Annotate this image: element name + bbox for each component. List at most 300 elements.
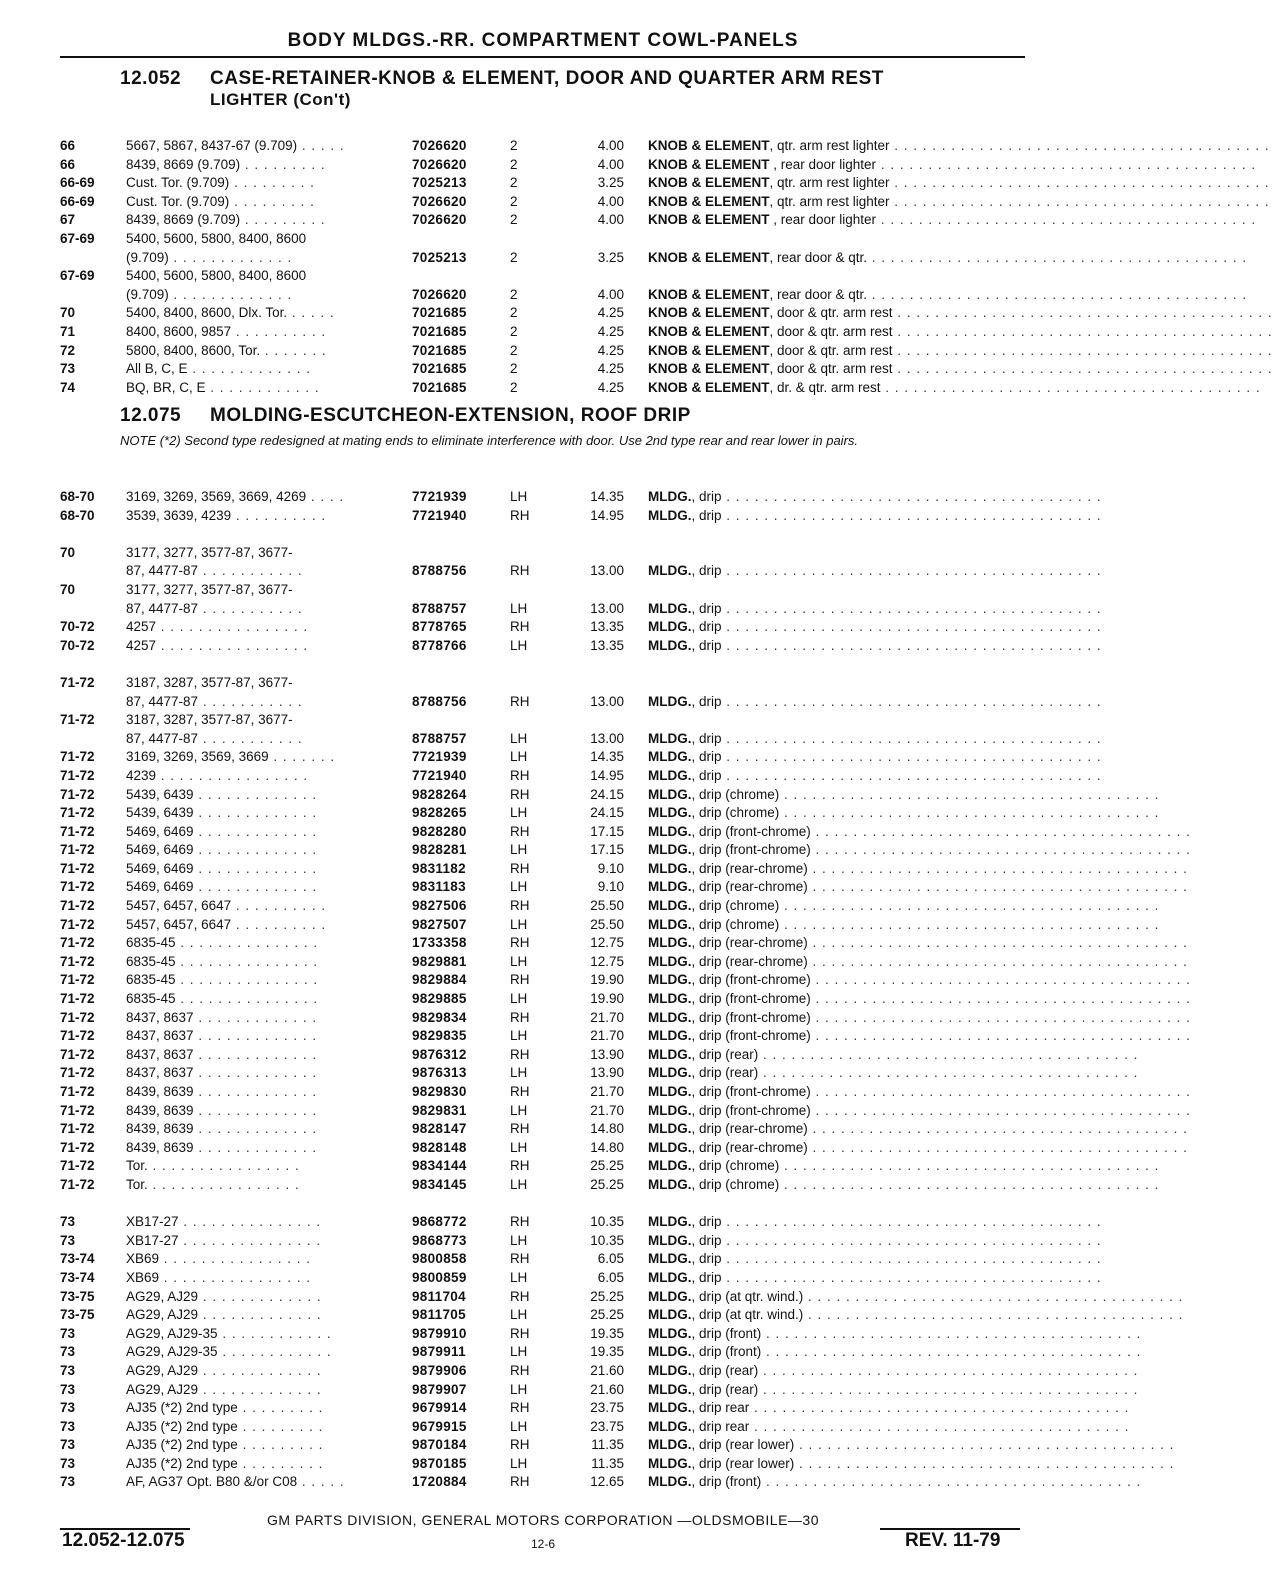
list-price: [558, 1473, 624, 1492]
part-number-text: 8788757: [412, 600, 467, 616]
model-list: [126, 1362, 456, 1381]
leader-dots: . . . . . . . . . . . . . . . . . . . . . . . . . . . . . . . . . . . . . . . .: [721, 1214, 1102, 1230]
part-detail: , drip: [691, 637, 722, 653]
part-detail: , qtr. arm rest lighter: [769, 193, 890, 209]
model-year: [60, 488, 126, 507]
part-name: MLDG.: [648, 972, 692, 988]
model-year: [60, 1399, 126, 1418]
model-year-text: 71-72: [60, 674, 95, 690]
quantity-side-text: 2: [510, 175, 518, 191]
model-year-text: 70: [60, 544, 76, 560]
quantity-side-text: LH: [510, 1418, 528, 1434]
list-price-text: 14.95: [590, 507, 624, 523]
model-list: [126, 1418, 456, 1437]
table-row: [60, 804, 1160, 823]
part-description: [648, 1064, 1139, 1083]
model-list-text: 3169, 3269, 3569, 3669: [126, 749, 269, 765]
list-price-text: 23.75: [590, 1418, 624, 1434]
leader-dots: . . . . . . . . . . . . . . . . . . . . . . . . . . . . . . . . . . . . . . . .: [794, 1437, 1175, 1453]
list-price: [558, 934, 624, 953]
leader-dots: . . . . . . . . . . . . . . . . . . . . . . . . . . . . . . . . . . . . . . . .: [807, 1121, 1188, 1137]
list-price-text: 25.50: [590, 916, 624, 932]
leader-dots: . . . . . . . . . . . . .: [193, 786, 318, 802]
part-name: MLDG.: [648, 1028, 692, 1044]
model-list-text: (9.709): [126, 249, 169, 265]
part-number-text: 9828148: [412, 1139, 467, 1155]
list-price: [558, 897, 624, 916]
table-row: [60, 1362, 1139, 1381]
part-number-text: 7021685: [412, 323, 467, 339]
part-name: KNOB & ELEMENT: [648, 193, 770, 209]
model-list: [126, 804, 456, 823]
leader-dots: . . . . . . . . . . . . . . . . . . . . . . . . . . . . . . . . . . . . . . . .: [779, 1176, 1160, 1192]
part-description: [648, 1288, 1184, 1307]
part-name: MLDG.: [648, 1400, 692, 1416]
part-description: [648, 286, 1248, 305]
model-year: [60, 990, 126, 1009]
list-price: [558, 1009, 624, 1028]
part-detail: , drip (front): [691, 1474, 762, 1490]
model-year-text: 66: [60, 138, 76, 153]
list-price: [558, 916, 624, 935]
part-number-text: 9829881: [412, 953, 467, 969]
parts-table-12-075: [60, 488, 1191, 1492]
quantity-side-text: 2: [510, 342, 518, 358]
model-year-text: 71-72: [60, 972, 95, 988]
part-description: [648, 1455, 1175, 1474]
quantity-side: [510, 1436, 550, 1455]
footer-page-number: 12-6: [530, 1537, 556, 1551]
part-detail: , drip: [691, 767, 722, 783]
part-number: [412, 1325, 504, 1344]
part-description: [648, 897, 1160, 916]
leader-dots: . . . . . . . . . . . . . . . . . . . . . . . . . . . . . . . . . . . . . . . .: [779, 898, 1160, 914]
leader-dots: . . . . . . . . .: [237, 1437, 324, 1453]
leader-dots: . . . . . . . . . . . . . . . . . . . . . . . . . . . . . . . . . . . . . . . .: [810, 972, 1191, 988]
part-detail: , dr. & qtr. arm rest: [769, 379, 881, 395]
model-year: [60, 767, 126, 786]
table-row: [60, 767, 1102, 786]
model-list-text: 6835-45: [126, 935, 176, 951]
part-detail: , door & qtr. arm rest: [769, 361, 893, 377]
part-number-text: 7021685: [412, 379, 467, 395]
model-list: [126, 878, 456, 897]
model-list-text: 5469, 6469: [126, 860, 194, 876]
model-year-text: 71-72: [60, 916, 95, 932]
part-name: MLDG.: [648, 935, 692, 951]
model-year: [60, 1473, 126, 1492]
part-name: KNOB & ELEMENT: [648, 138, 770, 153]
model-year-text: 73-74: [60, 1269, 95, 1285]
table-row: [60, 174, 1270, 193]
part-number-text: 7026620: [412, 286, 467, 302]
part-number: [412, 1381, 504, 1400]
quantity-side: [510, 1473, 550, 1492]
model-year: [60, 544, 126, 563]
part-number-text: 9800859: [412, 1269, 467, 1285]
part-name: MLDG.: [648, 1214, 692, 1230]
model-list-text: 6835-45: [126, 953, 176, 969]
part-name: KNOB & ELEMENT: [648, 323, 770, 339]
part-number: [412, 1083, 504, 1102]
model-year: [60, 804, 126, 823]
list-price-text: 21.70: [590, 1102, 624, 1118]
table-row: [60, 786, 1160, 805]
table-row: [60, 934, 1188, 953]
section-note: NOTE (*2) Second type redesigned at mating ends to eliminate interference with door. Use 2nd type rear and rear lower in pairs.: [120, 433, 859, 448]
quantity-side-text: LH: [510, 991, 528, 1007]
model-list-text: Tor.: [126, 1158, 148, 1174]
quantity-side: [510, 1232, 550, 1251]
model-year: [60, 1046, 126, 1065]
table-row: [60, 193, 1270, 212]
table-row: [60, 1250, 1102, 1269]
part-name: MLDG.: [648, 693, 692, 709]
part-description: [648, 1269, 1102, 1288]
quantity-side-text: RH: [510, 1046, 530, 1062]
part-name: MLDG.: [648, 786, 692, 802]
list-price-text: 9.10: [597, 860, 624, 876]
part-number: [412, 971, 504, 990]
part-number-text: 9828265: [412, 805, 467, 821]
model-list-text: 8437, 8637: [126, 1046, 194, 1062]
part-name: MLDG.: [648, 991, 692, 1007]
part-number-text: 7026620: [412, 212, 467, 228]
table-row: [60, 230, 1020, 249]
part-name: MLDG.: [648, 916, 692, 932]
part-description: [648, 1362, 1139, 1381]
model-list: [126, 342, 456, 361]
part-description: [648, 1399, 1130, 1418]
model-year-text: 71-72: [60, 1009, 95, 1025]
model-year-text: 73: [60, 1474, 76, 1490]
model-year-text: 73-75: [60, 1288, 95, 1304]
quantity-side-text: RH: [510, 507, 530, 523]
model-list-text: 4239: [126, 767, 157, 783]
table-row: [60, 1288, 1184, 1307]
model-list-text: AJ35 (*2) 2nd type: [126, 1400, 238, 1416]
part-detail: , drip (rear-chrome): [691, 953, 808, 969]
part-detail: , drip (front-chrome): [691, 1028, 811, 1044]
list-price-text: 13.00: [590, 730, 624, 746]
part-name: MLDG.: [648, 1474, 692, 1490]
part-number: [412, 1157, 504, 1176]
quantity-side: [510, 1325, 550, 1344]
list-price-text: 14.35: [590, 749, 624, 765]
model-year-text: 67-69: [60, 268, 95, 284]
list-price: [558, 1176, 624, 1195]
model-list-text: 8437, 8637: [126, 1065, 194, 1081]
quantity-side: [510, 897, 550, 916]
table-row: [60, 507, 1102, 526]
list-price: [558, 1250, 624, 1269]
model-list-text: 3177, 3277, 3577-87, 3677-: [126, 544, 293, 560]
part-detail: , drip (rear): [691, 1065, 759, 1081]
list-price-text: 3.25: [597, 175, 624, 191]
list-price: [558, 1157, 624, 1176]
table-row: [60, 211, 1257, 230]
leader-dots: . . . . . . . . . . . .: [205, 379, 320, 395]
model-list: [126, 1232, 456, 1251]
part-number: [412, 286, 504, 305]
model-year: [60, 342, 126, 361]
part-description: [648, 730, 1102, 749]
quantity-side-text: RH: [510, 1251, 530, 1267]
list-price: [558, 1455, 624, 1474]
table-row: [60, 916, 1160, 935]
list-price-text: 9.10: [597, 879, 624, 895]
part-number: [412, 137, 504, 156]
list-price: [558, 637, 624, 656]
part-number: [412, 600, 504, 619]
part-number-text: 9829884: [412, 972, 467, 988]
table-row: [60, 1418, 1130, 1437]
quantity-side-text: RH: [510, 935, 530, 951]
part-number-text: 7025213: [412, 249, 467, 265]
part-name: MLDG.: [648, 953, 692, 969]
leader-dots: . . . . . . . . . . . . . . . . . . . . . . . . . . . . . . . . . . . . . . . .: [807, 935, 1188, 951]
part-number-text: 9828280: [412, 823, 467, 839]
model-list-text: 5469, 6469: [126, 879, 194, 895]
table-row: [60, 1473, 1142, 1492]
quantity-side: [510, 1083, 550, 1102]
model-list-text: 87, 4477-87: [126, 730, 199, 746]
model-list: [126, 1473, 456, 1492]
quantity-side-text: RH: [510, 563, 530, 579]
part-name: MLDG.: [648, 1065, 692, 1081]
model-year-text: 71-72: [60, 823, 95, 839]
leader-dots: . . . . . . . . . . .: [198, 600, 303, 616]
list-price: [558, 767, 624, 786]
part-name: MLDG.: [648, 619, 692, 635]
list-price-text: 4.25: [597, 305, 624, 321]
model-list-text: XB69: [126, 1251, 160, 1267]
part-number: [412, 1473, 504, 1492]
model-list-text: AF, AG37 Opt. B80 &/or C08: [126, 1474, 298, 1490]
model-year-text: 71-72: [60, 786, 95, 802]
model-year: [60, 1232, 126, 1251]
list-price: [558, 730, 624, 749]
model-list-text: AG29, AJ29: [126, 1307, 199, 1323]
part-name: MLDG.: [648, 507, 692, 523]
model-list: [126, 323, 456, 342]
table-row: [60, 600, 1102, 619]
leader-dots: . . . . . . . . . . . . . . . . . . . . . . . . . . . . . . . . . . . . . . . .: [779, 1158, 1160, 1174]
list-price: [558, 1269, 624, 1288]
model-year-text: 71-72: [60, 1028, 95, 1044]
list-price-text: 13.00: [590, 600, 624, 616]
leader-dots: . . . . . . . . . . . . . . . . . . . . . . . . . . . . . . . . . . . . . . . .: [810, 991, 1191, 1007]
model-list: [126, 1046, 456, 1065]
part-name: MLDG.: [648, 1121, 692, 1137]
model-year: [60, 953, 126, 972]
part-name: KNOB & ELEMENT: [648, 361, 770, 377]
quantity-side: [510, 1418, 550, 1437]
quantity-side: [510, 916, 550, 935]
model-year-text: 70: [60, 581, 76, 597]
leader-dots: . . . . . . . . . . . . .: [193, 1102, 318, 1118]
model-year: [60, 860, 126, 879]
model-list: [126, 544, 456, 563]
model-year: [60, 1325, 126, 1344]
list-price: [558, 1083, 624, 1102]
model-year-text: 68-70: [60, 489, 95, 504]
model-year-text: 73: [60, 1232, 76, 1248]
model-year: [60, 137, 126, 156]
quantity-side-text: RH: [510, 1009, 530, 1025]
quantity-side: [510, 1381, 550, 1400]
part-number-text: 9870184: [412, 1437, 467, 1453]
part-name: MLDG.: [648, 1437, 692, 1453]
model-year-text: 71-72: [60, 712, 95, 728]
leader-dots: . . . . . . . . . . . . . . . . . . . . . . . . . . . . . . . . . . . . . . . .: [721, 767, 1102, 783]
model-list: [126, 137, 456, 156]
model-year: [60, 1418, 126, 1437]
table-row: [60, 1213, 1102, 1232]
part-detail: , drip (front-chrome): [691, 1009, 811, 1025]
table-row: [60, 1176, 1160, 1195]
leader-dots: . . . . . . . . . . . . .: [198, 1288, 322, 1304]
model-list: [126, 1009, 456, 1028]
list-price: [558, 488, 624, 507]
list-price: [558, 1436, 624, 1455]
quantity-side: [510, 1102, 550, 1121]
list-price-text: 25.25: [590, 1176, 624, 1192]
quantity-side: [510, 1343, 550, 1362]
model-list: [126, 267, 456, 286]
quantity-side-text: 2: [510, 156, 518, 172]
table-row: [60, 267, 1020, 286]
model-list: [126, 1455, 456, 1474]
model-year: [60, 323, 126, 342]
list-price-text: 19.35: [590, 1325, 624, 1341]
part-number: [412, 916, 504, 935]
model-year: [60, 581, 126, 600]
leader-dots: . . . . . . . . . . . . . . . . . . . . . . . . . . . . . . . . . . . . . . . .: [794, 1455, 1175, 1471]
list-price-text: 24.15: [590, 805, 624, 821]
quantity-side-text: LH: [510, 1102, 528, 1118]
model-year: [60, 1064, 126, 1083]
quantity-side: [510, 841, 550, 860]
part-detail: , qtr. arm rest lighter: [769, 175, 890, 191]
model-list: [126, 637, 456, 656]
table-row: [60, 1027, 1191, 1046]
part-number-text: 9800858: [412, 1251, 467, 1267]
part-number-text: 7721939: [412, 489, 467, 504]
model-year: [60, 897, 126, 916]
model-year: [60, 711, 126, 730]
list-price-text: 11.35: [591, 1437, 624, 1453]
leader-dots: . . . . . . . . . . . . . . . . . . . . . . . . . . . . . . . . . . . . . . . .: [876, 156, 1257, 172]
part-name: KNOB & ELEMENT: [648, 305, 770, 321]
part-description: [648, 156, 1257, 175]
model-year-text: 71-72: [60, 879, 95, 895]
part-description: [648, 1436, 1175, 1455]
part-number: [412, 174, 504, 193]
quantity-side-text: RH: [510, 767, 530, 783]
model-list: [126, 1288, 456, 1307]
table-row: [60, 342, 1273, 361]
part-number-text: 9828147: [412, 1121, 467, 1137]
list-price: [558, 860, 624, 879]
leader-dots: . . . . . . . . .: [237, 1400, 324, 1416]
model-list-text: AJ35 (*2) 2nd type: [126, 1437, 238, 1453]
part-description: [648, 1418, 1130, 1437]
leader-dots: . . . . . . . . .: [237, 1455, 324, 1471]
list-price-text: 21.60: [590, 1381, 624, 1397]
table-row: [60, 156, 1257, 175]
part-name: MLDG.: [648, 1232, 692, 1248]
part-description: [648, 249, 1248, 268]
part-detail: , drip (front-chrome): [691, 842, 811, 858]
quantity-side-text: RH: [510, 1158, 530, 1174]
part-detail: , drip (front-chrome): [691, 972, 811, 988]
leader-dots: . . . . . . . . . . . . . . .: [175, 972, 319, 988]
part-name: MLDG.: [648, 1139, 692, 1155]
list-price: [558, 1139, 624, 1158]
model-year-text: 71-72: [60, 842, 95, 858]
part-number-text: 9679915: [412, 1418, 467, 1434]
part-number-text: 9827507: [412, 916, 467, 932]
quantity-side: [510, 174, 550, 193]
model-list-text: 8439, 8639: [126, 1139, 194, 1155]
model-list-text: 5667, 5867, 8437-67 (9.709): [126, 138, 298, 153]
quantity-side-text: LH: [510, 1065, 528, 1081]
list-price-text: 10.35: [590, 1214, 624, 1230]
model-year: [60, 786, 126, 805]
table-row: [60, 562, 1102, 581]
part-detail: , drip (rear-chrome): [691, 935, 808, 951]
part-detail: , drip: [691, 1232, 722, 1248]
table-row: [60, 323, 1273, 342]
model-year-text: 71-72: [60, 1121, 95, 1137]
list-price: [558, 971, 624, 990]
part-detail: , drip: [691, 489, 722, 504]
leader-dots: . . . . . . . . . .: [231, 323, 327, 339]
leader-dots: . . . . . . . . . . . . . . . . . . . . . . . . . . . . . . . . . . . . . . . .: [803, 1307, 1184, 1323]
table-row: [60, 1083, 1191, 1102]
model-list-text: 3187, 3287, 3577-87, 3677-: [126, 674, 293, 690]
quantity-side: [510, 860, 550, 879]
part-name: MLDG.: [648, 600, 692, 616]
model-list-text: XB17-27: [126, 1232, 179, 1248]
leader-dots: . . . . . . . . . . . . . . . . . . . . . . . . . . . . . . . . . . . . . . . .: [758, 1046, 1139, 1062]
model-list-text: 5469, 6469: [126, 842, 194, 858]
list-price-text: 19.90: [590, 991, 624, 1007]
part-detail: , drip (rear lower): [691, 1455, 795, 1471]
part-description: [648, 174, 1270, 193]
model-year: [60, 1157, 126, 1176]
model-year: [60, 1083, 126, 1102]
table-row: [60, 637, 1102, 656]
model-year: [60, 748, 126, 767]
leader-dots: . . . . . . . . . . . . . . . . . . . . . . . . . . . . . . . . . . . . . . . .: [810, 1028, 1191, 1044]
part-number-text: 7026620: [412, 138, 467, 153]
model-list: [126, 1157, 456, 1176]
quantity-side-text: LH: [510, 489, 528, 504]
part-number-text: 9811704: [412, 1288, 466, 1304]
quantity-side: [510, 953, 550, 972]
leader-dots: . . . . . . . . . . . . .: [193, 1028, 318, 1044]
model-list: [126, 860, 456, 879]
list-price: [558, 1027, 624, 1046]
table-row: [60, 618, 1102, 637]
part-number-text: 8778766: [412, 637, 467, 653]
part-number: [412, 1455, 504, 1474]
list-price-text: 25.25: [590, 1158, 624, 1174]
list-price: [558, 562, 624, 581]
part-description: [648, 137, 1270, 156]
